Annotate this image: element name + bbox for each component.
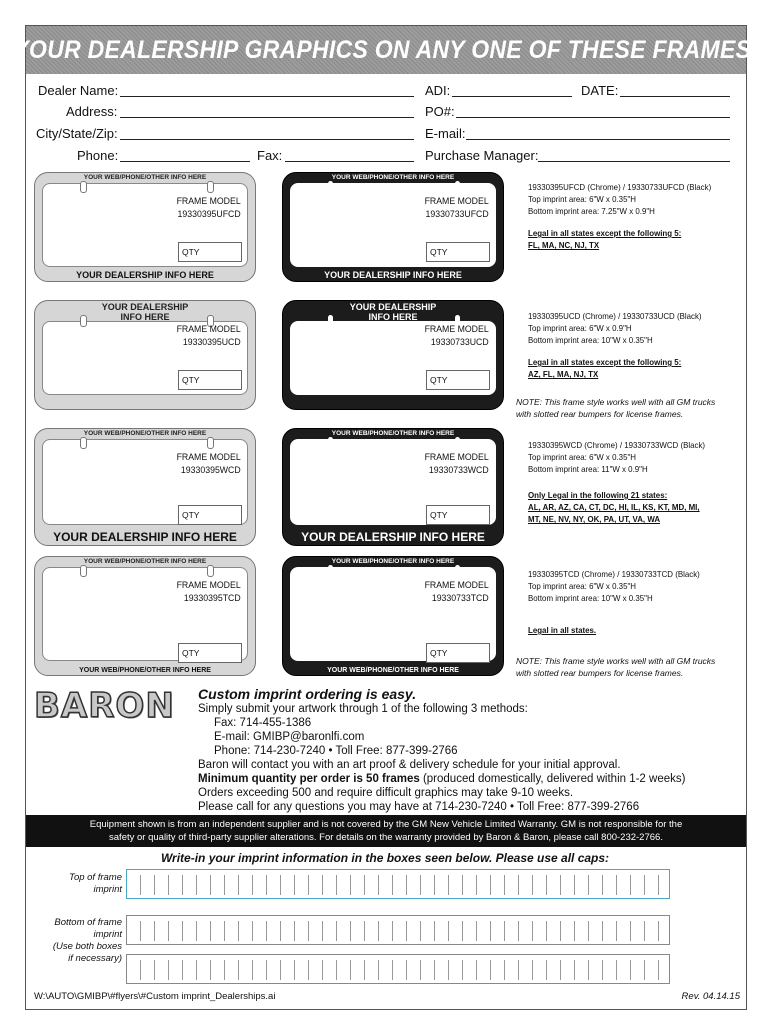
ordering-email: E-mail: GMIBP@baronlfi.com: [214, 731, 365, 743]
frame-bottom-label: YOUR DEALERSHIP INFO HERE: [324, 270, 462, 280]
qty-box[interactable]: QTY: [178, 643, 242, 663]
qty-box[interactable]: QTY: [178, 370, 242, 390]
qty-box[interactable]: QTY: [426, 242, 490, 262]
frame-bottom-label: YOUR DEALERSHIP INFO HERE: [301, 530, 485, 544]
revision: Rev. 04.14.15: [681, 991, 740, 1002]
po-field[interactable]: [456, 117, 730, 118]
frame-bottom-label: YOUR DEALERSHIP INFO HERE: [53, 530, 237, 544]
city-label: City/State/Zip:: [36, 126, 118, 141]
mount-hole: [80, 565, 87, 577]
qty-box[interactable]: QTY: [426, 643, 490, 663]
warranty-disclaimer: Equipment shown is from an independent supplier and is not covered by the GM New Vehicle Limited Warranty. GM is not responsible for the safety or quality of third-party supplier alterations. For details on the warranty provided by Baron & Baron, please call 800-232-2766.: [26, 815, 746, 847]
phone-label: Phone:: [77, 148, 119, 163]
frame-bottom-label: YOUR WEB/PHONE/OTHER INFO HERE: [327, 667, 459, 674]
mount-hole: [328, 181, 333, 191]
frame-top-label: YOUR WEB/PHONE/OTHER INFO HERE: [331, 558, 455, 565]
frame-model: FRAME MODEL 19330395TCD: [176, 580, 241, 604]
po-label: PO#:: [425, 104, 455, 119]
write-in-heading: Write-in your imprint information in the boxes seen below. Please use all caps:: [160, 851, 610, 865]
mount-hole: [328, 565, 333, 575]
email-label: E-mail:: [425, 126, 466, 141]
frame-spec: 19330395UFCD (Chrome) / 19330733UFCD (Black) Top imprint area: 6"W x 0.35"H Bottom imprint area: 7.25"W x 0.9"H: [528, 182, 712, 216]
truck-note: NOTE: This frame style works well with all GM trucks with slotted rear bumpers for license frames.: [516, 397, 716, 419]
mount-hole: [455, 437, 460, 447]
top-imprint-label: Top of frame imprint: [69, 872, 122, 895]
mount-hole: [80, 181, 87, 193]
frame-top-label: YOUR WEB/PHONE/OTHER INFO HERE: [83, 558, 207, 565]
frame-black-tcd: [282, 556, 504, 676]
frame-model: FRAME MODEL 19330733WCD: [424, 452, 489, 476]
mount-hole: [455, 565, 460, 575]
address-label: Address:: [66, 104, 118, 119]
frame-spec: 19330395UCD (Chrome) / 19330733UCD (Black) Top imprint area: 6"W x 0.9"H Bottom imprint area: 10"W x 0.35"H: [528, 311, 702, 345]
frame-top-label: YOUR WEB/PHONE/OTHER INFO HERE: [331, 174, 455, 181]
baron-logo: BARON: [34, 686, 175, 726]
frame-chrome-wcd: [34, 428, 256, 546]
ordering-contact: Baron will contact you with an art proof & delivery schedule for your initial approval.: [198, 759, 621, 771]
purchase-manager-label: Purchase Manager:: [425, 148, 539, 163]
qty-box[interactable]: QTY: [426, 370, 490, 390]
date-label: DATE:: [581, 83, 619, 98]
frame-top-label: YOUR WEB/PHONE/OTHER INFO HERE: [83, 174, 207, 181]
banner-title: YOUR DEALERSHIP GRAPHICS ON ANY ONE OF THESE FRAMES!: [13, 35, 759, 64]
frame-model: FRAME MODEL 19330733TCD: [424, 580, 489, 604]
dealer-name-label: Dealer Name:: [38, 83, 119, 98]
frame-top-label: YOUR DEALERSHIP INFO HERE: [101, 302, 189, 322]
mount-hole: [207, 565, 214, 577]
frame-chrome-ufcd: [34, 172, 256, 282]
fax-field[interactable]: [285, 161, 414, 162]
frame-model: FRAME MODEL 19330395WCD: [176, 452, 241, 476]
qty-box[interactable]: QTY: [426, 505, 490, 525]
mount-hole: [207, 181, 214, 193]
bottom-imprint-box-2[interactable]: [126, 954, 670, 984]
top-imprint-box[interactable]: [126, 869, 670, 899]
ordering-exceed: Orders exceeding 500 and require difficult graphics may take 9-10 weeks.: [198, 787, 574, 799]
legal-note: Only Legal in the following 21 states: AL, AR, AZ, CA, CT, DC, HI, IL, KS, KT, MD, MI, MT, NE, NV, NY, OK, PA, UT, VA, WA: [528, 490, 700, 524]
fax-label: Fax:: [257, 148, 283, 163]
date-field[interactable]: [620, 96, 730, 97]
frame-chrome-ucd: [34, 300, 256, 410]
frame-black-wcd: [282, 428, 504, 546]
legal-note: Legal in all states except the following 5: AZ, FL, MA, NJ, TX: [528, 357, 682, 379]
qty-box[interactable]: QTY: [178, 242, 242, 262]
frame-model: FRAME MODEL 19330395UFCD: [176, 196, 241, 220]
address-field[interactable]: [120, 117, 414, 118]
ordering-phone: Phone: 714-230-7240 • Toll Free: 877-399-2766: [214, 745, 458, 757]
frame-black-ucd: [282, 300, 504, 410]
ordering-call: Please call for any questions you may have at 714-230-7240 • Toll Free: 877-399-2766: [198, 801, 640, 813]
frame-chrome-tcd: [34, 556, 256, 676]
frame-model: FRAME MODEL 19330733UFCD: [424, 196, 489, 220]
ordering-heading: Custom imprint ordering is easy.: [198, 686, 417, 702]
adi-field[interactable]: [452, 96, 572, 97]
qty-box[interactable]: QTY: [178, 505, 242, 525]
frame-spec: 19330395TCD (Chrome) / 19330733TCD (Black) Top imprint area: 6"W x 0.35"H Bottom imprint area: 10"W x 0.35"H: [528, 569, 700, 603]
legal-note: Legal in all states.: [528, 625, 597, 635]
ordering-minimum: Minimum quantity per order is 50 frames (produced domestically, delivered within 1-2 weeks): [198, 773, 686, 785]
adi-label: ADI:: [425, 83, 451, 98]
dealer-name-field[interactable]: [120, 96, 414, 97]
mount-hole: [328, 437, 333, 447]
frame-bottom-label: YOUR DEALERSHIP INFO HERE: [76, 270, 214, 280]
phone-field[interactable]: [120, 161, 250, 162]
file-path: W:\AUTO\GMIBP\#flyers\#Custom imprint_Dealerships.ai: [34, 991, 276, 1002]
frame-top-label: YOUR DEALERSHIP INFO HERE: [349, 302, 437, 322]
truck-note: NOTE: This frame style works well with all GM trucks with slotted rear bumpers for license frames.: [516, 656, 716, 678]
frame-spec: 19330395WCD (Chrome) / 19330733WCD (Black) Top imprint area: 6"W x 0.35"H Bottom imprint area: 11"W x 0.9"H: [528, 440, 706, 474]
bottom-imprint-label: Bottom of frame imprint (Use both boxes if necessary): [52, 917, 122, 964]
mount-hole: [80, 437, 87, 449]
mount-hole: [455, 181, 460, 191]
city-field[interactable]: [120, 139, 414, 140]
legal-note: Legal in all states except the following 5: FL, MA, NC, NJ, TX: [528, 228, 682, 250]
frame-model: FRAME MODEL 19330733UCD: [424, 324, 489, 348]
frame-top-label: YOUR WEB/PHONE/OTHER INFO HERE: [83, 430, 207, 437]
mount-hole: [207, 437, 214, 449]
frame-black-ufcd: [282, 172, 504, 282]
page-banner: [13, 26, 759, 74]
ordering-fax: Fax: 714-455-1386: [214, 717, 312, 729]
ordering-intro: Simply submit your artwork through 1 of the following 3 methods:: [198, 703, 528, 715]
email-field[interactable]: [466, 139, 730, 140]
frame-bottom-label: YOUR WEB/PHONE/OTHER INFO HERE: [79, 667, 211, 674]
bottom-imprint-box-1[interactable]: [126, 915, 670, 945]
purchase-manager-field[interactable]: [538, 161, 730, 162]
frame-model: FRAME MODEL 19330395UCD: [176, 324, 241, 348]
frame-top-label: YOUR WEB/PHONE/OTHER INFO HERE: [331, 430, 455, 437]
